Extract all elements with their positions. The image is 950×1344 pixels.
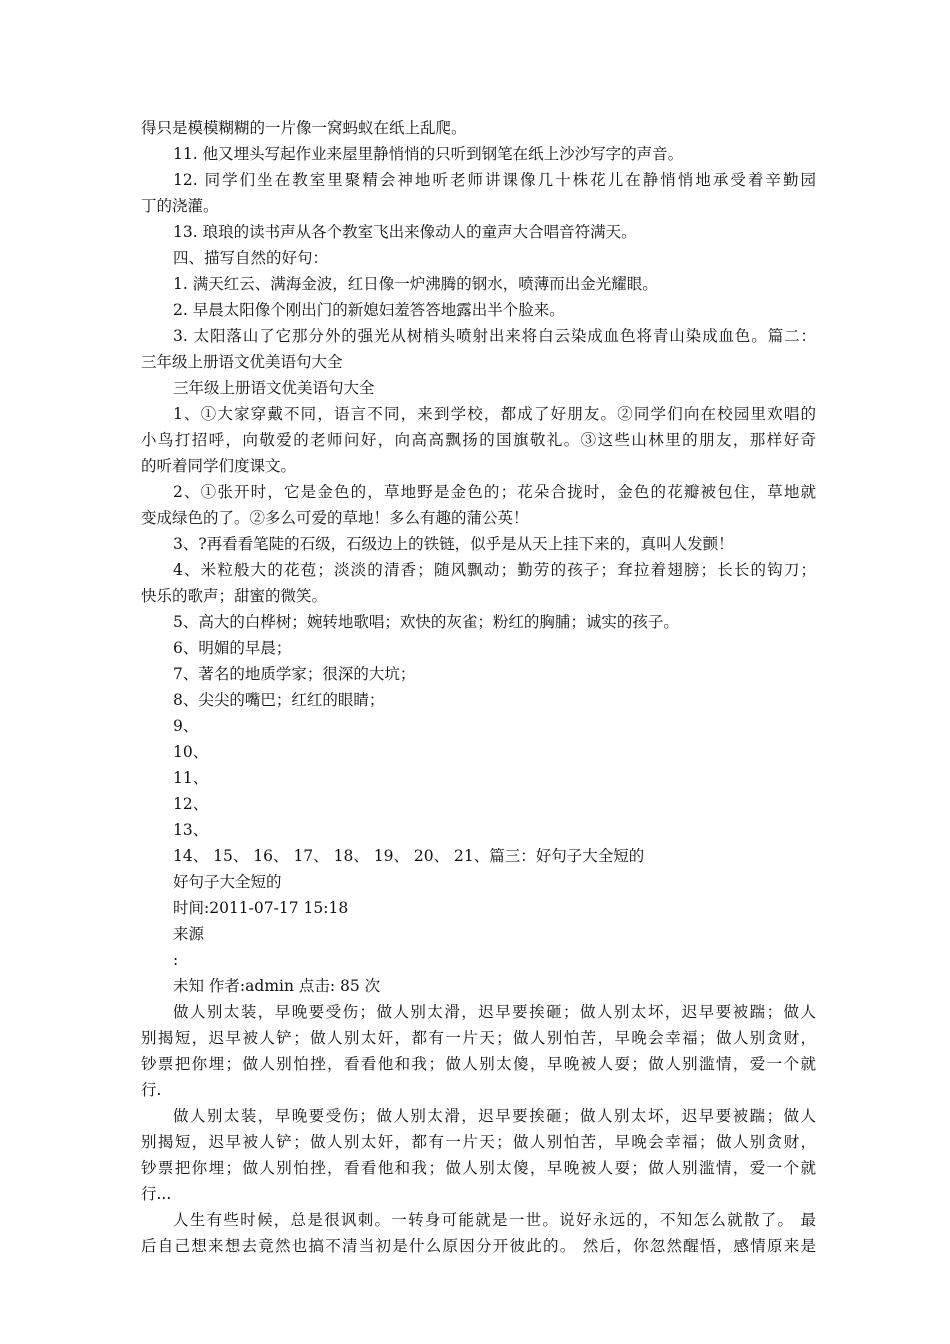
text-line: 10、: [173, 743, 209, 761]
text-line: 7、著名的地质学家；很深的大坑；: [173, 665, 416, 683]
text-line: 丁的浇灌。: [141, 197, 219, 215]
text-line: 小鸟打招呼，向敬爱的老师问好，向高高飘扬的国旗敬礼。③这些山林里的朋友，那样好奇: [141, 431, 816, 449]
text-line: 1. 满天红云、满海金波，红日像一炉沸腾的钢水，喷薄而出金光耀眼。: [173, 275, 658, 293]
text-line: 9、: [173, 717, 199, 735]
text-line: 别揭短，迟早被人铲；做人别太奸，都有一片天；做人别怕苦，早晚会幸福；做人别贪财，: [141, 1029, 816, 1047]
section-title: 好句子大全短的: [173, 873, 282, 891]
source-colon: :: [173, 951, 179, 969]
text-line: 2. 早晨太阳像个刚出门的新媳妇羞答答地露出半个脸来。: [173, 301, 565, 319]
text-line: 3. 太阳落山了它那分外的强光从树梢头喷射出来将白云染成血色将青山染成血色。篇二：: [173, 327, 816, 345]
text-line: 3、?再看看笔陡的石级，石级边上的铁链，似乎是从天上挂下来的，真叫人发颤！: [173, 535, 734, 553]
text-line: 12、: [173, 795, 209, 813]
author-info: 未知 作者:admin 点击: 85 次: [173, 977, 381, 995]
text-line: 5、高大的白桦树；婉转地歌唱；欢快的灰雀；粉红的胸脯；诚实的孩子。: [173, 613, 679, 631]
section-heading: 四、描写自然的好句：: [173, 249, 329, 267]
section-title: 三年级上册语文优美语句大全: [173, 379, 375, 397]
text-line: 行.: [141, 1081, 162, 1099]
timestamp: 时间:2011-07-17 15:18: [173, 899, 349, 917]
text-line: 13、: [173, 821, 209, 839]
source-label: 来源: [173, 925, 205, 943]
text-line: 11. 他又埋头写起作业来屋里静悄悄的只听到钢笔在纸上沙沙写字的声音。: [173, 145, 684, 163]
text-line: 11、: [173, 769, 209, 787]
text-line: 8、尖尖的嘴巴；红红的眼睛；: [173, 691, 385, 709]
text-line: 快乐的歌声；甜蜜的微笑。: [141, 587, 328, 605]
text-line: 14、 15、 16、 17、 18、 19、 20、 21、篇三：好句子大全短的: [173, 847, 645, 865]
text-line: 1、①大家穿戴不同，语言不同，来到学校，都成了好朋友。②同学们向在校园里欢唱的: [173, 405, 816, 423]
text-line: 钞票把你埋；做人别怕挫，看看他和我；做人别太傻，早晚被人耍；做人别滥情，爱一个就: [141, 1055, 816, 1073]
text-line: 变成绿色的了。②多么可爱的草地！多么有趣的蒲公英！: [141, 509, 529, 527]
text-line: 钞票把你埋；做人别怕挫，看看他和我；做人别太傻，早晚被人耍；做人别滥情，爱一个就: [141, 1159, 816, 1177]
text-line: 4、米粒般大的花苞；淡淡的清香；随风飘动；勤劳的孩子；耷拉着翅膀；长长的钩刀；: [173, 561, 816, 579]
text-line: 12. 同学们坐在教室里聚精会神地听老师讲课像几十株花儿在静悄悄地承受着辛勤园: [173, 171, 816, 189]
text-line: 得只是模模糊糊的一片像一窝蚂蚁在纸上乱爬。: [141, 119, 467, 137]
text-line: 三年级上册语文优美语句大全: [141, 353, 343, 371]
text-line: 的听着同学们度课文。: [141, 457, 297, 475]
text-line: 做人别太装，早晚要受伤；做人别太滑，迟早要挨砸；做人别太坏，迟早要被踹；做人: [173, 1003, 816, 1021]
text-line: 13. 琅琅的读书声从各个教室飞出来像动人的童声大合唱音符满天。: [173, 223, 637, 241]
text-line: 别揭短，迟早被人铲；做人别太奸，都有一片天；做人别怕苦，早晚会幸福；做人别贪财，: [141, 1133, 816, 1151]
text-line: 6、明媚的早晨；: [173, 639, 292, 657]
text-line: 人生有些时候，总是很讽刺。一转身可能就是一世。说好永远的，不知怎么就散了。 最: [173, 1211, 816, 1229]
text-line: 行...: [141, 1185, 172, 1203]
text-line: 后自己想来想去竟然也搞不清当初是什么原因分开彼此的。 然后，你忽然醒悟，感情原来是: [141, 1237, 816, 1255]
text-line: 2、①张开时，它是金色的，草地野是金色的；花朵合拢时，金色的花瓣被包住，草地就: [173, 483, 816, 501]
text-line: 做人别太装，早晚要受伤；做人别太滑，迟早要挨砸；做人别太坏，迟早要被踹；做人: [173, 1107, 816, 1125]
